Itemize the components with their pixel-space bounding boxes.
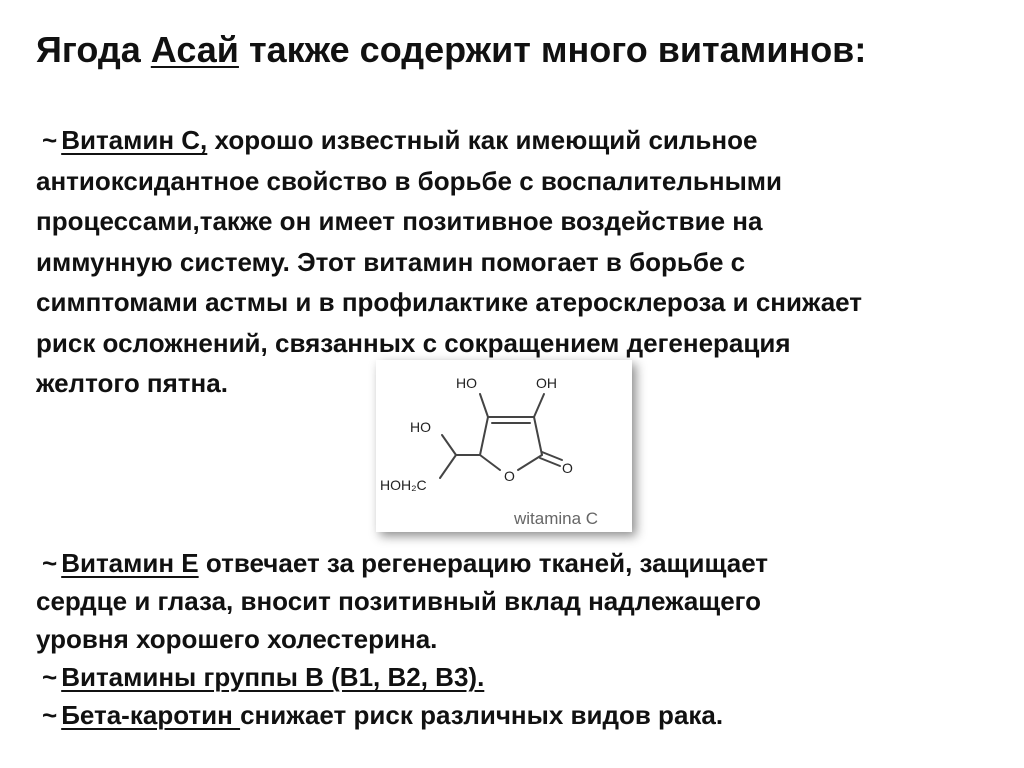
vitamin-c-text: процессами,также он имеет позитивное воздействие на	[36, 206, 763, 236]
bond-c5-c6	[440, 455, 456, 478]
vitamin-b-link[interactable]: Витамины группы В (В1, В2, В3).	[61, 662, 485, 692]
vitamin-c-text: иммунную систему. Этот витамин помогает в борьбе с	[36, 246, 746, 277]
vitamin-list-paragraph	[36, 544, 996, 734]
slide-title	[36, 28, 866, 72]
title-acai-link[interactable]: Асай	[150, 29, 239, 70]
beta-carotene-line	[36, 696, 996, 734]
tilde-bullet: ~	[42, 662, 58, 692]
bond-c2-c1	[534, 417, 542, 455]
bond-c5-oh	[442, 435, 456, 455]
beta-carotene-text: снижает риск различных видов рака.	[240, 700, 724, 730]
bond-c3-oh	[480, 394, 488, 417]
bond-c4-c3	[480, 417, 488, 455]
vitamin-e-text: сердце и глаза, вносит позитивный вклад надлежащего	[36, 586, 762, 616]
vitamin-e-line-1	[36, 544, 996, 582]
label-oh-top: OH	[536, 375, 557, 391]
vitamin-c-text: желтого пятна.	[36, 368, 228, 398]
vitamin-c-text: симптомами астмы и в профилактике атеросклероза и снижает	[36, 287, 863, 317]
beta-carotene-link[interactable]: Бета-каротин	[61, 700, 241, 730]
tilde-bullet: ~	[42, 548, 58, 578]
figure-caption: witamina C	[514, 509, 599, 528]
vitamin-e-text: отвечает за регенерацию тканей, защищает	[198, 548, 769, 578]
vitamin-c-structure-figure	[376, 360, 632, 532]
tilde-bullet: ~	[42, 125, 58, 155]
tilde-bullet: ~	[42, 700, 58, 730]
title-suffix: также содержит много витаминов:	[238, 29, 867, 70]
vitamin-c-text: антиоксидантное свойство в борьбе с воспалительными	[36, 165, 783, 196]
bond-o-c4	[480, 455, 500, 470]
vitamin-c-link[interactable]: Витамин С,	[61, 125, 208, 155]
label-ring-oxygen: O	[504, 468, 515, 484]
label-carbonyl-oxygen: O	[562, 460, 573, 476]
vitamin-e-text: уровня хорошего холестерина.	[36, 624, 438, 654]
vitamin-c-line-1	[36, 120, 996, 161]
title-prefix: Ягода	[36, 29, 151, 70]
label-ho-top: HO	[456, 375, 477, 391]
bond-c2-oh	[534, 394, 544, 417]
label-hoh2c: HOH₂C	[380, 477, 427, 493]
vitamin-b-line	[36, 658, 996, 696]
vitamin-c-text: риск осложнений, связанных с сокращением дегенерация	[36, 327, 791, 358]
vitamin-e-link[interactable]: Витамин Е	[61, 548, 199, 578]
vitamin-c-text: хорошо известный как имеющий сильное	[207, 125, 758, 155]
bond-c1-o	[518, 455, 542, 470]
bond-carbonyl-double	[540, 458, 560, 466]
label-ho-side: HO	[410, 419, 431, 435]
ascorbic-acid-diagram	[376, 360, 632, 532]
bond-carbonyl	[542, 452, 562, 460]
